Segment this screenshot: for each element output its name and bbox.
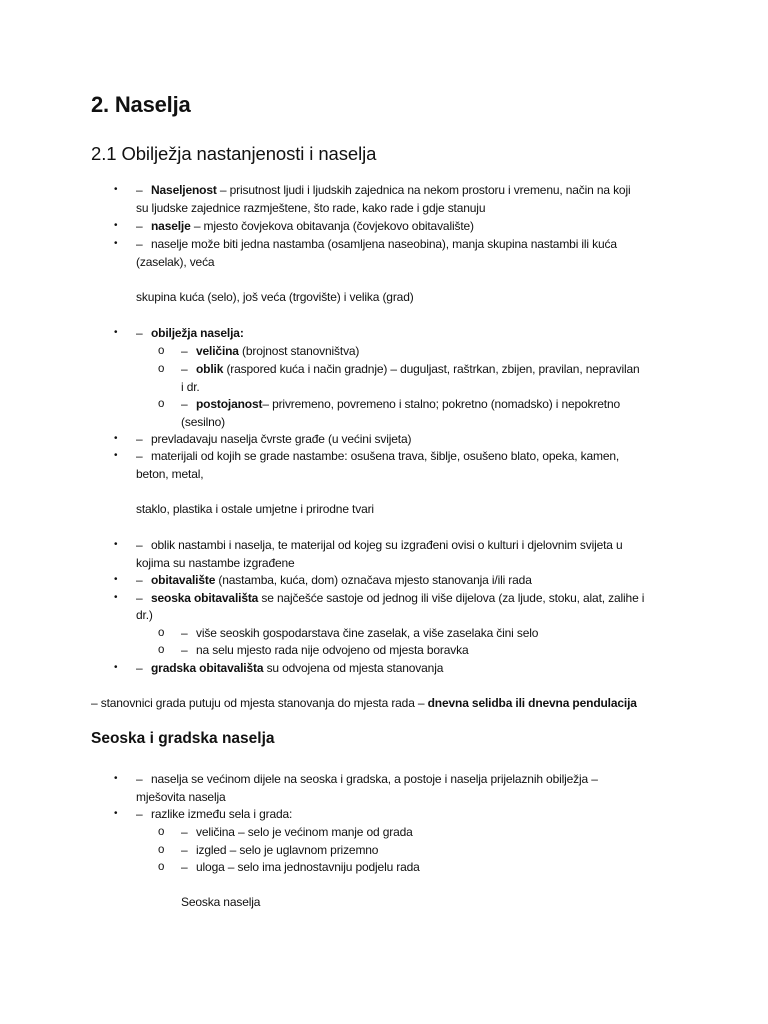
bullet-marker: • (114, 220, 118, 231)
dash-marker: – (181, 626, 188, 640)
section-subtitle: 2.1 Obilježja nastanjenosti i naselja (91, 143, 377, 164)
bullet-marker: • (114, 184, 118, 195)
sub-list-item: na selu mjesto rada nije odvojeno od mjesta boravka (196, 643, 469, 657)
page-title: 2. Naselja (91, 92, 191, 117)
sub-list-item: postojanost– privremeno, povremeno i stalno; pokretno (nomadsko) i nepokretno (196, 397, 620, 411)
sub-list-item-continuation: i dr. (181, 380, 200, 394)
list-item: naselje može biti jedna nastamba (osamljena naseobina), manja skupina nastambi ili kuća (151, 237, 617, 251)
bullet-marker: • (114, 773, 118, 784)
list-item: obitavalište (nastamba, kuća, dom) označava mjesto stanovanja i/ili rada (151, 573, 532, 587)
sub-list-item: veličina (brojnost stanovništva) (196, 344, 360, 358)
bullet-marker: • (114, 433, 118, 444)
paragraph: – stanovnici grada putuju od mjesta stanovanja do mjesta rada – dnevna selidba ili dnevna pendulacija (91, 696, 637, 710)
paragraph: staklo, plastika i ostale umjetne i prirodne tvari (136, 502, 374, 516)
dash-marker: – (181, 397, 188, 411)
dash-marker: – (136, 772, 143, 786)
dash-marker: – (181, 344, 188, 358)
list-item-continuation: beton, metal, (136, 467, 204, 481)
bullet-marker: • (114, 662, 118, 673)
sub-bullet-marker: o (158, 363, 165, 375)
dash-marker: – (136, 538, 143, 552)
sub-bullet-marker: o (158, 844, 165, 856)
sub-bullet-marker: o (158, 644, 165, 656)
dash-marker: – (181, 825, 188, 839)
list-item: materijali od kojih se grade nastambe: osušena trava, šiblje, osušeno blato, opeka, kamen, (151, 449, 620, 463)
list-item-continuation: dr.) (136, 608, 153, 622)
bullet-marker: • (114, 327, 118, 338)
sub-list-item: uloga – selo ima jednostavniju podjelu rada (196, 860, 420, 874)
list-item: seoska obitavališta se najčešće sastoje od jednog ili više dijelova (za ljude, stoku, alat, zalihe i (151, 591, 645, 605)
dash-marker: – (136, 237, 143, 251)
dash-marker: – (136, 219, 143, 233)
sub-bullet-marker: o (158, 345, 165, 357)
sub-list-item: oblik (raspored kuća i način gradnje) – duguljast, raštrkan, zbijen, pravilan, nepravilan (196, 362, 640, 376)
list-item: oblik nastambi i naselja, te materijal od kojeg su izgrađeni ovisi o kulturi i djelovnim svijeta u (151, 538, 623, 552)
bullet-marker: • (114, 539, 118, 550)
bullet-marker: • (114, 574, 118, 585)
dash-marker: – (136, 183, 143, 197)
sub-list-item: izgled – selo je uglavnom prizemno (196, 843, 379, 857)
list-item: naselje – mjesto čovjekova obitavanja (čovjekovo obitavalište) (151, 219, 474, 233)
sub-list-item: veličina – selo je većinom manje od grada (196, 825, 413, 839)
sub-list-item: više seoskih gospodarstava čine zaselak, a više zaselaka čini selo (196, 626, 539, 640)
dash-marker: – (136, 326, 143, 340)
dash-marker: – (136, 807, 143, 821)
bullet-marker: • (114, 238, 118, 249)
list-item: gradska obitavališta su odvojena od mjesta stanovanja (151, 661, 444, 675)
sub-list-item-continuation: (sesilno) (181, 415, 225, 429)
sub-bullet-marker: o (158, 861, 165, 873)
dash-marker: – (136, 573, 143, 587)
bullet-marker: • (114, 808, 118, 819)
dash-marker: – (181, 843, 188, 857)
sub-bullet-marker: o (158, 826, 165, 838)
list-item-continuation: su ljudske zajednice razmještene, što rade, kako rade i gdje stanuju (136, 201, 486, 215)
dash-marker: – (136, 591, 143, 605)
list-item: naselja se većinom dijele na seoska i gradska, a postoje i naselja prijelaznih obilježja – (151, 772, 598, 786)
dash-marker: – (181, 362, 188, 376)
dash-marker: – (136, 661, 143, 675)
dash-marker: – (136, 449, 143, 463)
sub-bullet-marker: o (158, 398, 165, 410)
bullet-marker: • (114, 592, 118, 603)
sub-heading: Seoska naselja (181, 895, 261, 909)
sub-bullet-marker: o (158, 627, 165, 639)
list-item-continuation: kojima su nastambe izgrađene (136, 556, 295, 570)
dash-marker: – (136, 432, 143, 446)
paragraph: skupina kuća (selo), još veća (trgovište) i velika (grad) (136, 290, 414, 304)
list-item: prevladavaju naselja čvrste građe (u većini svijeta) (151, 432, 412, 446)
list-item-continuation: mješovita naselja (136, 790, 226, 804)
list-item: obilježja naselja: (151, 326, 244, 340)
dash-marker: – (181, 643, 188, 657)
list-item-continuation: (zaselak), veća (136, 255, 215, 269)
bullet-marker: • (114, 450, 118, 461)
list-item: Naseljenost – prisutnost ljudi i ljudskih zajednica na nekom prostoru i vremenu, način na koji (151, 183, 631, 197)
section-heading: Seoska i gradska naselja (91, 730, 275, 747)
dash-marker: – (181, 860, 188, 874)
list-item: razlike između sela i grada: (151, 807, 293, 821)
